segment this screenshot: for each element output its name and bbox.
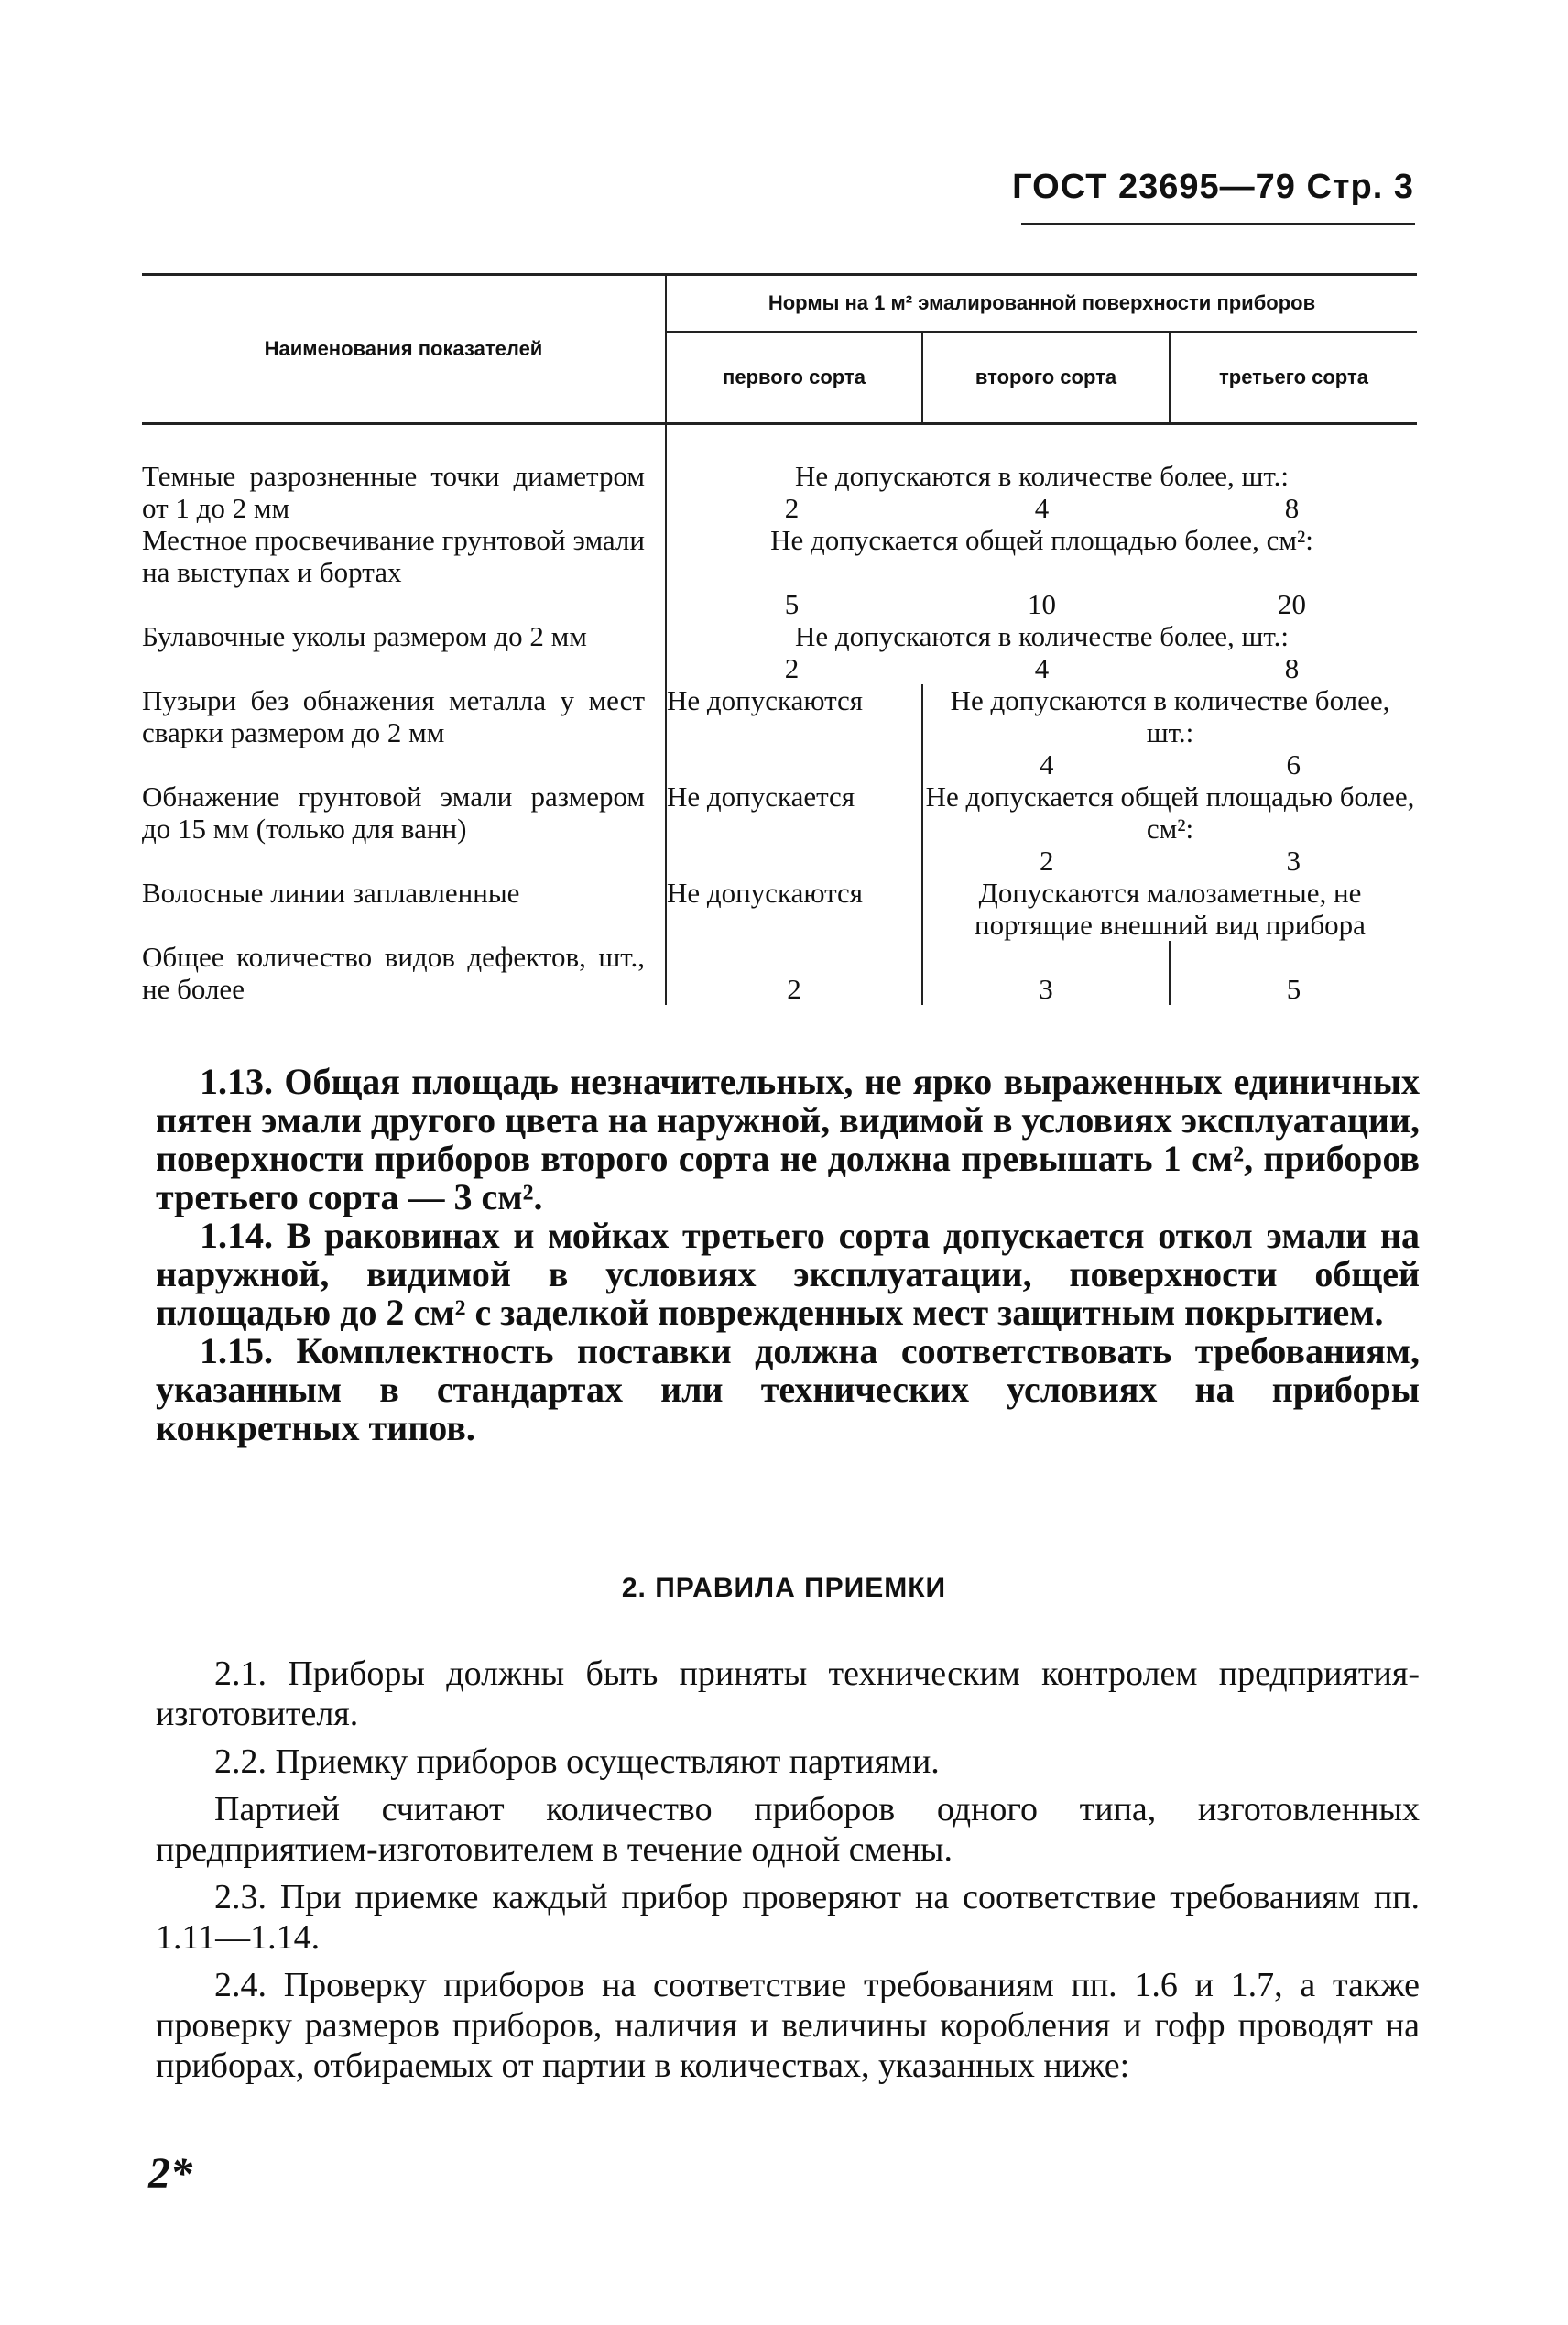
merged-norm: Не допускаются в количестве более, шт.: [794,460,1290,492]
row-label: Темные разрозненные точки диаметром от 1 до 2 мм [142,460,645,524]
paragraph: 2.2. Приемку приборов осуществляют партиями. [214,1742,940,1781]
value-first: Не допускаются [666,684,922,780]
row-value [922,684,1417,780]
signature-mark: 2* [148,2149,192,2198]
row-label: Волосные линии заплавленные [142,877,520,909]
col-first-header: первого сорта [666,332,922,424]
paragraph: Партией считают количество приборов одного типа, изготовленных предприятием-изготовителем в течение одной смены. [156,1790,1420,1869]
table-row [142,524,1417,620]
row-value [922,780,1417,877]
paragraph: 2.4. Проверку приборов на соответствие требованиям пп. 1.6 и 1.7, а также проверку размеров приборов, наличия и величины коробления и гофр проводят на приборах, отбираемых от партии в количествах, указанных ниже: [156,1966,1420,2085]
table-row [142,684,1417,780]
paragraph: 1.13. Общая площадь незначительных, не ярко выраженных единичных пятен эмали другого цвета на наружной, видимой в условиях эксплуатации, поверхности приборов второго сорта не должна превышать 1 см², приборов третьего сорта — 3 см². [156,1061,1420,1217]
col-second-header: второго сорта [922,332,1170,424]
row-label: Общее количество видов дефектов, шт., не более [142,941,645,1005]
row-label: Пузыри без обнажения металла у мест сварки размером до 2 мм [142,684,645,748]
table-row [142,941,1417,1005]
value-second: 10 [1028,588,1056,620]
row-value [922,877,1417,941]
table-row [142,780,1417,877]
value-second: 3 [922,941,1170,1005]
value-first: Не допускаются [666,877,922,941]
clauses-2 [156,1654,1420,2093]
paragraph: 2.1. Приборы должны быть приняты техническим контролем предприятия-изготовителя. [156,1654,1420,1733]
value-second: 4 [1034,652,1050,684]
value-third: 6 [1286,748,1301,780]
row-label: Местное просвечивание грунтовой эмали на выступах и бортах [142,524,645,588]
value-first: 2 [666,941,922,1005]
row-label: Обнажение грунтовой эмали размером до 15 мм (только для ванн) [142,780,645,845]
table-row [142,620,1417,684]
merged-norm: Допускаются малозаметные, не портящие внешний вид прибора [975,877,1366,941]
paragraph: 1.15. Комплектность поставки должна соответствовать требованиям, указанным в стандартах или технических условиях на приборы конкретных типов. [156,1330,1420,1448]
row-value [666,424,1417,525]
section-title: 2. ПРАВИЛА ПРИЕМКИ [621,1573,947,1603]
value-third: 20 [1278,588,1306,620]
header-rule [1021,223,1415,225]
table-row [142,877,1417,941]
defects-table [142,273,1417,1005]
value-first: Не допускается [666,780,922,877]
table-row [142,424,1417,525]
merged-norm: Не допускается общей площадью более, см²: [770,524,1313,556]
value-second: 4 [1034,492,1050,524]
clauses-1 [156,1063,1420,1447]
paragraph: 2.3. При приемке каждый прибор проверяют на соответствие требованиям пп. 1.11—1.14. [156,1878,1420,1957]
row-label: Булавочные уколы размером до 2 мм [142,620,587,652]
col-indicator-header: Наименования показателей [264,337,543,360]
page-header: ГОСТ 23695—79 Стр. 3 [1012,168,1414,206]
row-value [666,620,1417,684]
value-second: 2 [1040,845,1054,877]
merged-norm: Не допускаются в количестве более, шт.: [794,620,1290,652]
value-third: 3 [1286,845,1301,877]
value-third: 8 [1284,492,1300,524]
value-second: 4 [1040,748,1054,780]
row-value [666,524,1417,620]
value-third: 5 [1170,941,1417,1005]
merged-norm: Не допускается общей площадью более, см²: [925,780,1415,845]
value-first: 5 [784,588,800,620]
value-first: 2 [784,652,800,684]
value-first: 2 [784,492,800,524]
paragraph: 1.14. В раковинах и мойках третьего сорта допускается откол эмали на наружной, видимой в условиях эксплуатации, поверхности общей площадью до 2 см² с заделкой поврежденных мест защитным покрытием. [156,1215,1420,1333]
col-third-header: третьего сорта [1170,332,1417,424]
col-norms-header: Нормы на 1 м² эмалированной поверхности приборов [666,275,1417,333]
merged-norm: Не допускаются в количестве более, шт.: [950,684,1390,748]
value-third: 8 [1284,652,1300,684]
